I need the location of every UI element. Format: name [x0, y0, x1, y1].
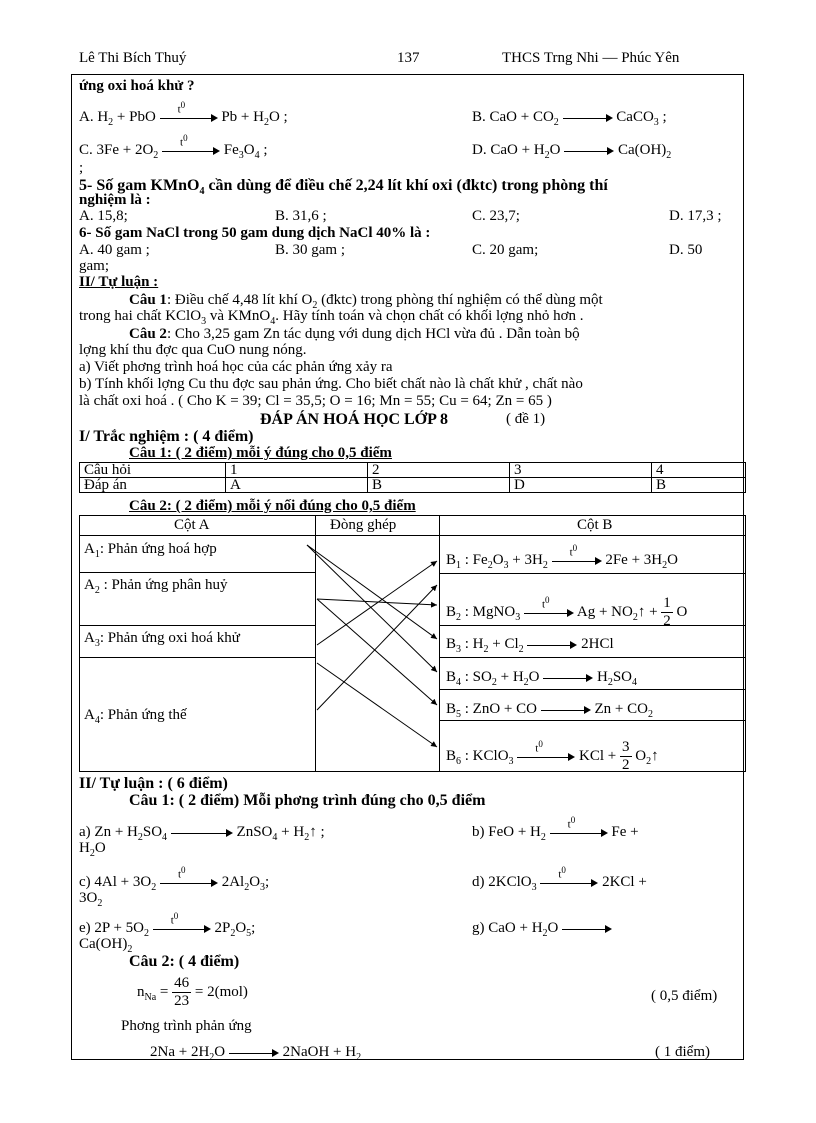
- matching-table: [79, 515, 746, 772]
- table-cell: A: [226, 478, 368, 493]
- table-cell: Đáp án: [80, 478, 226, 493]
- q5-stem-line2: nghiệm là :: [79, 192, 151, 208]
- col-b-item: $B_4$ : $SO_2 + H_2O$ $H_2SO_4$: [446, 669, 638, 688]
- q5-option-c: C. 23,7;: [472, 208, 520, 224]
- eq-a: a) $Zn + H_2SO_4$ ZnSO$_4$ + $H_2↑$ ;: [79, 824, 325, 843]
- q5-stem: 5- Số gam KMnO$_4$ cần dùng để điều chế 2,24 lít khí oxi (đktc) trong phòng thí: [79, 177, 608, 198]
- col-b-item: $B_1$ : $Fe_2O_3 + 3H_2$ $t^0$ $2Fe + 3H_2O$: [446, 542, 678, 571]
- part2-c2-head: Câu 2: ( 4 điểm): [129, 953, 240, 970]
- essay-q2-a: a) Viết phơng trình hoá học của các phản ứng xảy ra: [79, 359, 393, 375]
- match-line: [317, 561, 437, 645]
- essay-q2-b2: là chất oxi hoá . ( Cho K = 39; Cl = 35,5; O = 16; Mn = 55; Cu = 64; Zn = 65 ): [79, 393, 552, 409]
- answer-key-title: ĐÁP ÁN HOÁ HỌC LỚP 8: [260, 411, 449, 428]
- q5-option-b: B. 31,6 ;: [275, 208, 327, 224]
- reaction-arrow-icon: [563, 113, 613, 123]
- essay-q1-line2: trong hai chất KClO$_3$ và KMnO$_4$. Hãy tính toán và chọn chất có khối lợng nhỏ hơn .: [79, 308, 584, 327]
- reaction-arrow-icon: $t^0$: [160, 113, 218, 123]
- answer-table: [79, 462, 746, 493]
- reaction-arrow-icon: $t^0$: [162, 146, 220, 156]
- eq-a-tail: $H_2O$: [79, 840, 106, 859]
- header-author: Lê Thi Bích Thuý: [79, 50, 187, 66]
- col-b-item: $B_6$ : KClO$_3$ $t^0$ KCl + $\frac{3}{2}$ $O_2↑$: [446, 738, 659, 773]
- essay-heading: II/ Tự luận :: [79, 274, 159, 290]
- col-mid-header: Đòng ghép: [330, 517, 397, 533]
- match-line: [317, 585, 437, 710]
- essay-q1-line1: Câu 1: Điều chế 4,48 lít khí $O_2$ (đktc) trong phòng thí nghiệm có thể dùng một: [129, 292, 603, 311]
- eq-e-tail: $Ca(OH)_2$: [79, 936, 133, 955]
- matching-lines: [79, 515, 746, 772]
- part1-title: I/ Trắc nghiệm : ( 4 điểm): [79, 428, 254, 445]
- final-points: ( 1 điểm): [655, 1044, 710, 1060]
- moles-points: ( 0,5 điểm): [651, 988, 718, 1004]
- col-a-item: $A_1$: Phản ứng hoá hợp: [84, 541, 217, 560]
- final-equation: $2Na + 2H_2O$ 2NaOH + $H_2$: [150, 1044, 362, 1063]
- answer-key-note: ( đề 1): [506, 411, 546, 427]
- table-cell: D: [510, 478, 652, 493]
- q6-option-d: D. 50: [669, 242, 703, 258]
- part2-title: II/ Tự luận : ( 6 điểm): [79, 775, 228, 792]
- col-b-header: Cột B: [577, 517, 613, 533]
- table-row: [80, 463, 746, 478]
- table-cell: 2: [368, 463, 510, 478]
- q4-option-b: B. CaO + $CO_2$ CaCO$_3$ ;: [472, 109, 667, 128]
- table-cell: Câu hỏi: [80, 463, 226, 478]
- q6-option-a: A. 40 gam ;: [79, 242, 150, 258]
- eq-d: d) 2KClO$_3$ $t^0$ 2KCl +: [472, 864, 647, 893]
- header-school: THCS Trng Nhi — Phúc Yên: [502, 50, 680, 66]
- eq-e: e) $2P + 5O_2$ $t^0$ $2P_2O_5$;: [79, 910, 256, 939]
- q6-option-c: C. 20 gam;: [472, 242, 539, 258]
- match-line: [307, 545, 437, 639]
- match-line: [317, 599, 437, 705]
- q6-stem: 6- Số gam NaCl trong 50 gam dung dịch NaCl 40% là :: [79, 225, 431, 241]
- essay-q2-line1: Câu 2: Cho 3,25 gam Zn tác dụng với dung dịch HCl vừa đủ . Dẫn toàn bộ: [129, 326, 580, 342]
- q6-option-b: B. 30 gam ;: [275, 242, 345, 258]
- q4-option-c: C. $3Fe + 2O_2$ $t^0$ $Fe_3O_4$ ;: [79, 132, 268, 161]
- col-b-item: $B_2$ : MgNO$_3$ $t^0$ $Ag + NO_2↑$ + $\frac{1}{2}$ O: [446, 594, 688, 629]
- q4-option-a: A. $H_2$ + PbO $t^0$ $Pb + H_2O$ ;: [79, 99, 288, 128]
- col-a-item: $A_4$: Phản ứng thế: [84, 707, 187, 726]
- q4-option-d: D. CaO + $H_2O$ $Ca(OH)_2$: [472, 142, 672, 161]
- col-a-header: Cột A: [174, 517, 210, 533]
- col-a-item: $A_3$: Phản ứng oxi hoá khử: [84, 630, 240, 649]
- moles-na: $n_{Na}$ = $\frac{46}{23}$ = 2(mol): [137, 975, 248, 1009]
- part2-c1-head: Câu 1: ( 2 điểm) Mỗi phơng trình đúng cho 0,5 điểm: [129, 792, 486, 809]
- table-cell: 4: [652, 463, 746, 478]
- table-cell: B: [652, 478, 746, 493]
- eq-b: b) FeO + $H_2$ $t^0$ Fe +: [472, 814, 639, 843]
- q4-semicolon: ;: [79, 160, 84, 176]
- header-page-number: 137: [397, 50, 420, 66]
- reaction-label: Phơng trình phản ứng: [121, 1018, 252, 1034]
- match-line: [317, 663, 437, 747]
- essay-q2-line2: lợng khí thu đợc qua CuO nung nóng.: [79, 342, 307, 358]
- col-b-item: $B_3$ : $H_2 + Cl_2$ 2HCl: [446, 636, 614, 655]
- col-a-item: $A_2$ : Phản ứng phân huỷ: [84, 577, 228, 596]
- q5-option-d: D. 17,3 ;: [669, 208, 722, 224]
- table-row: [80, 478, 746, 493]
- essay-q2-b1: b) Tính khối lợng Cu thu đợc sau phản ứng. Cho biết chất nào là chất khử , chất nào: [79, 376, 583, 392]
- eq-c: c) $4Al + 3O_2$ $t^0$ $2Al_2O_3$;: [79, 864, 270, 893]
- part1-c1-head: Câu 1: ( 2 điểm) mỗi ý đúng cho 0,5 điểm: [129, 445, 392, 461]
- q5-option-a: A. 15,8;: [79, 208, 128, 224]
- eq-c-tail: $3O_2$: [79, 890, 103, 909]
- table-cell: 1: [226, 463, 368, 478]
- col-b-item: $B_5$ : ZnO + CO $Zn + CO_2$: [446, 701, 653, 720]
- part1-c2-head: Câu 2: ( 2 điểm) mỗi ý nối đúng cho 0,5 điểm: [129, 498, 416, 514]
- reaction-arrow-icon: [564, 146, 614, 156]
- eq-g: g) CaO + $H_2O$: [472, 921, 612, 941]
- table-cell: 3: [510, 463, 652, 478]
- table-cell: B: [368, 478, 510, 493]
- q6-option-d-tail: gam;: [79, 258, 109, 274]
- q4-stem-tail: ứng oxi hoá khử ?: [79, 78, 195, 94]
